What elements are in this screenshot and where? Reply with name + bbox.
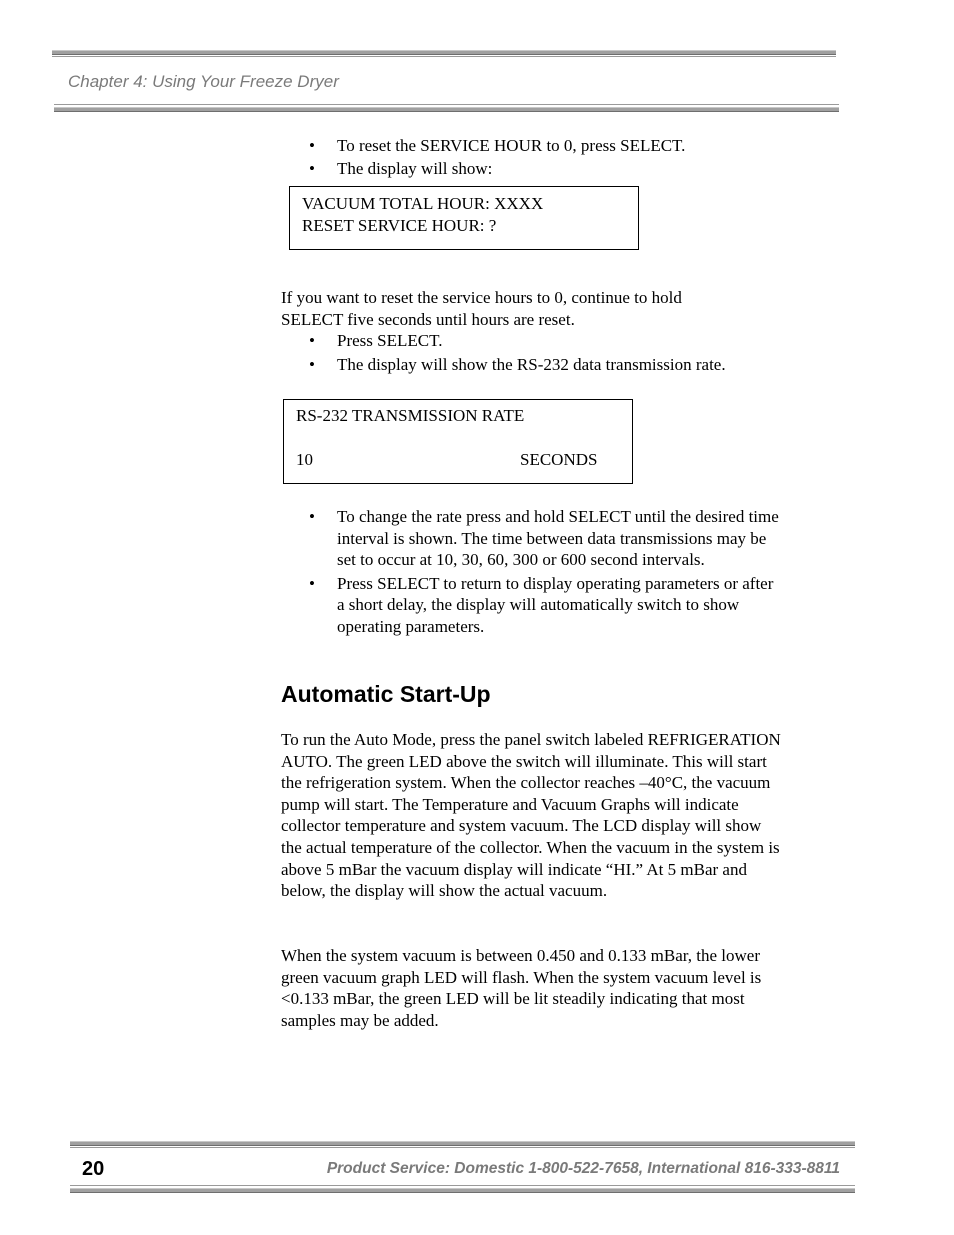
page-number: 20 xyxy=(82,1158,105,1180)
footer-rule-top-thin xyxy=(70,1147,855,1148)
display-service-hour xyxy=(289,186,639,250)
auto-startup-text xyxy=(281,729,786,902)
display-line-1: RS-232 TRANSMISSION RATE xyxy=(296,406,525,425)
auto-startup-paragraph-2: When the system vacuum is between 0.450 and 0.133 mBar, the lower green vacuum graph LED will flash. When the system vacuum level is <0.133 mBar, the green LED will be lit steadily indicating that most samples may be added. xyxy=(281,946,762,1030)
footer-rule-top xyxy=(70,1141,855,1146)
list-item: • The display will show: xyxy=(309,159,493,179)
display-rate-value: 10 xyxy=(296,450,313,469)
header-rule-bottom-thin xyxy=(54,104,839,105)
reset-instructions xyxy=(281,287,786,377)
list-item: • Press SELECT to return to display operating parameters or after a short delay, the display will automatically switch to show operating parameters. xyxy=(309,573,774,636)
reset-bullets xyxy=(281,135,786,182)
auto-startup-paragraph-1: To run the Auto Mode, press the panel switch labeled REFRIGERATION AUTO. The green LED above the switch will illuminate. This will start the refrigeration system. When the collector reaches –40°C, the vacuum pump will start. The Temperature and Vacuum Graphs will indicate collector temperature and system vacuum. The LCD display will show the actual temperature of the collector. When the vacuum in the system is above 5 mBar the vacuum display will indicate “HI.” At 5 mBar and below, the display will show the actual vacuum. xyxy=(281,730,781,901)
footer-rule-bottom xyxy=(70,1188,855,1193)
product-service-contact: Product Service: Domestic 1-800-522-7658, International 816-333-8811 xyxy=(326,1160,840,1177)
list-item: • Press SELECT. xyxy=(309,331,443,351)
rate-bullets xyxy=(281,506,786,639)
auto-startup-text-2 xyxy=(281,945,786,1031)
reset-paragraph: If you want to reset the service hours to 0, continue to hold SELECT five seconds until hours are reset. xyxy=(281,288,682,329)
list-item: • To reset the SERVICE HOUR to 0, press SELECT. xyxy=(309,136,686,155)
header-rule-top xyxy=(52,50,836,55)
header-rule-bottom xyxy=(54,107,839,112)
display-line-2: RESET SERVICE HOUR: ? xyxy=(302,216,497,235)
chapter-title: Chapter 4: Using Your Freeze Dryer xyxy=(68,72,339,91)
header-rule-top-thin xyxy=(52,56,836,57)
display-rate-unit: SECONDS xyxy=(520,450,598,469)
list-item: • To change the rate press and hold SELECT until the desired time interval is shown. The time between data transmissions may be set to occur at 10, 30, 60, 300 or 600 second intervals. xyxy=(309,507,779,570)
section-heading: Automatic Start-Up xyxy=(281,681,491,707)
footer-rule-bottom-thin xyxy=(70,1185,855,1186)
list-item: • The display will show the RS-232 data transmission rate. xyxy=(309,354,726,374)
display-transmission-rate xyxy=(283,399,633,484)
display-line-1: VACUUM TOTAL HOUR: XXXX xyxy=(302,194,544,213)
